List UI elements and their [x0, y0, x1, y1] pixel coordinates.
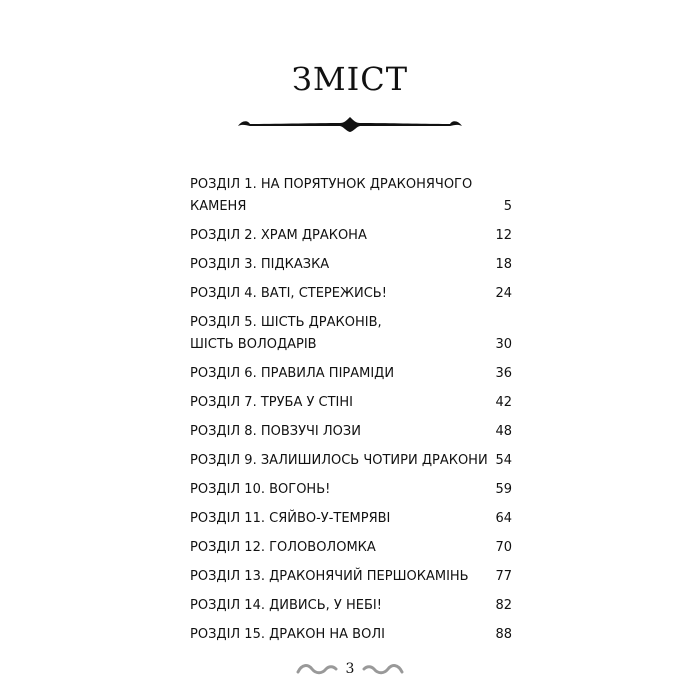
- toc-entry[interactable]: [190, 174, 512, 218]
- toc-entry-title: РОЗДІЛ 12. ГОЛОВОЛОМКА: [190, 540, 376, 555]
- toc-entry-page: 42: [495, 395, 512, 410]
- toc-entry-page: 54: [495, 453, 512, 468]
- toc-entry[interactable]: [190, 254, 512, 276]
- toc-entry[interactable]: [190, 508, 512, 530]
- toc-entry-title: РОЗДІЛ 9. ЗАЛИШИЛОСЬ ЧОТИРИ ДРАКОНИ: [190, 453, 488, 468]
- toc-entry-page: 82: [495, 598, 512, 613]
- toc-entry[interactable]: [190, 450, 512, 472]
- toc-entry-title: РОЗДІЛ 15. ДРАКОН НА ВОЛІ: [190, 627, 385, 642]
- toc-entry-page: 5: [503, 199, 512, 214]
- toc-entry[interactable]: [190, 225, 512, 247]
- toc-entry-title: РОЗДІЛ 3. ПІДКАЗКА: [190, 257, 330, 272]
- toc-entry[interactable]: [190, 479, 512, 501]
- toc-entry-title-continued: ШІСТЬ ВОЛОДАРІВ: [190, 337, 317, 352]
- toc-entry-page: 70: [495, 540, 512, 555]
- toc-entry[interactable]: [190, 624, 512, 646]
- toc-entry-page: 88: [495, 627, 512, 642]
- toc-entry-title: РОЗДІЛ 11. СЯЙВО-У-ТЕМРЯВІ: [190, 511, 391, 526]
- toc-entry[interactable]: [190, 421, 512, 443]
- toc-entry-title: РОЗДІЛ 13. ДРАКОНЯЧИЙ ПЕРШОКАМІНЬ: [190, 569, 469, 584]
- toc-entry[interactable]: [190, 392, 512, 414]
- toc-entry[interactable]: [190, 363, 512, 385]
- toc-entry-title: РОЗДІЛ 8. ПОВЗУЧІ ЛОЗИ: [190, 424, 361, 439]
- toc-entry-title: РОЗДІЛ 7. ТРУБА У СТІНІ: [190, 395, 354, 410]
- toc-entry-page: 48: [495, 424, 512, 439]
- toc-entry-page: 12: [495, 228, 512, 243]
- toc-entry[interactable]: [190, 537, 512, 559]
- toc-entry[interactable]: [190, 595, 512, 617]
- toc-entry[interactable]: [190, 566, 512, 588]
- toc-entry-title-continued: КАМЕНЯ: [190, 199, 247, 214]
- toc-entry-page: 30: [495, 337, 512, 352]
- toc-entry-page: 77: [495, 569, 512, 584]
- toc-entry[interactable]: [190, 283, 512, 305]
- toc-entry-title: РОЗДІЛ 1. НА ПОРЯТУНОК ДРАКОНЯЧОГО: [190, 177, 473, 192]
- toc-entry-title: РОЗДІЛ 10. ВОГОНЬ!: [190, 482, 331, 497]
- toc-entry-page: 59: [495, 482, 512, 497]
- left-swirl-ornament-icon: [296, 662, 338, 676]
- toc-entry-title: РОЗДІЛ 2. ХРАМ ДРАКОНА: [190, 228, 367, 243]
- toc-entry-title: РОЗДІЛ 14. ДИВИСЬ, У НЕБІ!: [190, 598, 382, 613]
- title-flourish-ornament: [236, 112, 464, 136]
- toc-entry-title: РОЗДІЛ 6. ПРАВИЛА ПІРАМІДИ: [190, 366, 395, 381]
- table-of-contents: [190, 174, 512, 646]
- toc-entry-page: 24: [495, 286, 512, 301]
- toc-entry-page: 36: [495, 366, 512, 381]
- page-number: 3: [345, 661, 355, 677]
- toc-entry-title: РОЗДІЛ 5. ШІСТЬ ДРАКОНІВ,: [190, 315, 382, 330]
- page-title: ЗМІСТ: [291, 60, 409, 98]
- right-swirl-ornament-icon: [362, 662, 404, 676]
- toc-entry[interactable]: [190, 312, 512, 356]
- toc-entry-title: РОЗДІЛ 4. ВАТІ, СТЕРЕЖИСЬ!: [190, 286, 387, 301]
- toc-entry-page: 64: [495, 511, 512, 526]
- toc-entry-page: 18: [495, 257, 512, 272]
- page-footer: [0, 654, 700, 684]
